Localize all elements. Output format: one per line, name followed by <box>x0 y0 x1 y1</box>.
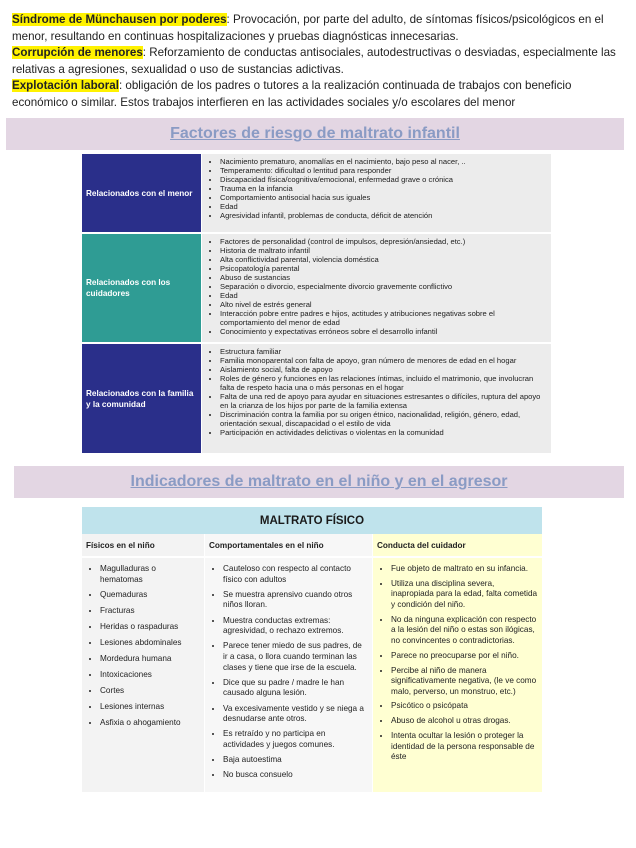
definition-text: obligación de los padres o tutores a la realización continuada de trabajos con beneficio económico o similar. Estos trabajos interfieren en las actividades sociales y/o escolares del menor <box>12 79 572 109</box>
list-item: • Familia monoparental con falta de apoyo, gran número de menores de edad en el hogar <box>220 356 547 365</box>
definition-explotacion <box>12 78 624 111</box>
risk-category: Relacionados con la familia y la comunidad <box>82 343 202 453</box>
risk-row-cuidadores <box>82 233 551 343</box>
list-item: • Edad <box>220 202 547 211</box>
indicators-title: Indicadores de maltrato en el niño y en el agresor <box>130 473 508 490</box>
list-item: • Percibe al niño de manera significativamente negativa, (le ve como malo, perverso, un monstruo, etc.) <box>391 666 538 698</box>
list-item: • Va excesivamente vestido y se niega a desnudarse ante otros. <box>223 704 368 725</box>
risk-item-list <box>206 347 547 437</box>
column-header: Conducta del cuidador <box>373 534 542 558</box>
list-item: • Dice que su padre / madre le han causado alguna lesión. <box>223 678 368 699</box>
list-item: • Muestra conductas extremas: agresividad, o rechazo extremos. <box>223 616 368 637</box>
risk-category: Relacionados con los cuidadores <box>82 233 202 343</box>
list-item: • No da ninguna explicación con respecto a la lesión del niño o estas son ilógicas, no convincentes o contradictorias. <box>391 615 538 647</box>
list-item: • Lesiones abdominales <box>100 638 200 649</box>
list-item: • Heridas o raspaduras <box>100 622 200 633</box>
list-item: • Temperamento: dificultad o lentitud para responder <box>220 166 547 175</box>
list-item: • Psicopatología parental <box>220 264 547 273</box>
list-item: • Agresividad infantil, problemas de conducta, déficit de atención <box>220 211 547 220</box>
indicator-list <box>209 564 368 781</box>
list-item: • Aislamiento social, falta de apoyo <box>220 365 547 374</box>
physical-abuse-table <box>82 507 542 792</box>
column-caregiver-behavior <box>372 534 542 792</box>
list-item: • Quemaduras <box>100 590 200 601</box>
definition-term: Síndrome de Münchausen por poderes <box>12 13 227 26</box>
list-item: • Abuso de alcohol u otras drogas. <box>391 716 538 727</box>
risk-row-menor <box>82 154 551 233</box>
list-item: • Factores de personalidad (control de impulsos, depresión/ansiedad, etc.) <box>220 237 547 246</box>
list-item: • Fracturas <box>100 606 200 617</box>
list-item: • Roles de género y funciones en las relaciones íntimas, incluido el matrimonio, que involucran falta de respeto hacia una o más personas en el hogar <box>220 374 547 392</box>
risk-category: Relacionados con el menor <box>82 154 202 233</box>
list-item: • Nacimiento prematuro, anomalías en el nacimiento, bajo peso al nacer, .. <box>220 157 547 166</box>
physical-abuse-columns <box>82 534 542 792</box>
list-item: • No busca consuelo <box>223 770 368 781</box>
list-item: • Baja autoestima <box>223 755 368 766</box>
list-item: • Abuso de sustancias <box>220 273 547 282</box>
list-item: • Fue objeto de maltrato en su infancia. <box>391 564 538 575</box>
list-item: • Magulladuras o hematomas <box>100 564 200 585</box>
list-item: • Intoxicaciones <box>100 670 200 681</box>
indicator-list <box>86 564 200 728</box>
list-item: • Utiliza una disciplina severa, inapropiada para la edad, falta cometida y condición del niño. <box>391 579 538 611</box>
column-header: Físicos en el niño <box>82 534 204 558</box>
definition-term: Explotación laboral <box>12 79 119 93</box>
list-item: • Lesiones internas <box>100 702 200 713</box>
list-item: • Parece tener miedo de sus padres, de ir a casa, o llora cuando terminan las clases y tiene que irse de la escuela. <box>223 641 368 673</box>
definition-term: Corrupción de menores <box>12 46 143 60</box>
definition-separator: : <box>118 79 126 93</box>
indicators-banner <box>14 466 624 498</box>
risk-factors-title: Factores de riesgo de maltrato infantil <box>170 125 460 142</box>
list-item: • Trauma en la infancia <box>220 184 547 193</box>
list-item: • Historia de maltrato infantil <box>220 246 547 255</box>
list-item: • Conocimiento y expectativas erróneos sobre el desarrollo infantil <box>220 327 547 336</box>
risk-factors-banner <box>6 118 624 150</box>
definition-corrupcion <box>12 45 624 78</box>
definition-separator: : <box>226 13 233 26</box>
list-item: • Cortes <box>100 686 200 697</box>
list-item: • Asfixia o ahogamiento <box>100 718 200 729</box>
list-item: • Separación o divorcio, especialmente divorcio gravemente conflictivo <box>220 282 547 291</box>
list-item: • Estructura familiar <box>220 347 547 356</box>
definition-text: Provocación, por parte del adulto, de síntomas físicos/psicológicos en el menor, resultando en continuas hospitalizaciones y pruebas diagnósticas innecesarias. <box>12 13 604 43</box>
column-physical-signs <box>82 534 204 792</box>
list-item: • Discriminación contra la familia por su origen étnico, nacionalidad, religión, género, edad, orientación sexual, discapacidad o el estilo de vida <box>220 410 547 428</box>
list-item: • Alta conflictividad parental, violencia doméstica <box>220 255 547 264</box>
column-header: Comportamentales en el niño <box>205 534 372 558</box>
risk-item-list <box>206 237 547 337</box>
risk-items <box>202 233 552 343</box>
definition-text: Reforzamiento de conductas antisociales, autodestructivas o desviadas, especialmente las relativas a agresiones, sexualidad o uso de sustancias adictivas. <box>12 46 616 76</box>
definition-munchausen <box>12 12 624 45</box>
list-item: • Se muestra aprensivo cuando otros niños lloran. <box>223 590 368 611</box>
risk-factors-table <box>82 154 551 453</box>
indicator-list <box>377 564 538 763</box>
list-item: • Interacción pobre entre padres e hijos, actitudes y atribuciones negativas sobre el comportamiento del menor de edad <box>220 309 547 327</box>
list-item: • Es retraído y no participa en actividades y juegos comunes. <box>223 729 368 750</box>
definition-separator: : <box>142 46 150 60</box>
list-item: • Edad <box>220 291 547 300</box>
list-item: • Discapacidad física/cognitiva/emocional, enfermedad grave o crónica <box>220 175 547 184</box>
list-item: • Comportamiento antisocial hacia sus iguales <box>220 193 547 202</box>
list-item: • Cauteloso con respecto al contacto físico con adultos <box>223 564 368 585</box>
list-item: • Falta de una red de apoyo para ayudar en situaciones estresantes o difíciles, ruptura del apoyo en la crianza de los hijos por parte de la familia extensa <box>220 392 547 410</box>
list-item: • Intenta ocultar la lesión o proteger la identidad de la persona responsable de éste <box>391 731 538 763</box>
risk-items <box>202 343 552 453</box>
risk-items <box>202 154 552 233</box>
risk-row-familia <box>82 343 551 453</box>
list-item: • Participación en actividades delictivas o violentas en la comunidad <box>220 428 547 437</box>
list-item: • Parece no preocuparse por el niño. <box>391 651 538 662</box>
list-item: • Psicótico o psicópata <box>391 701 538 712</box>
list-item: • Alto nivel de estrés general <box>220 300 547 309</box>
intro-definitions <box>12 12 624 112</box>
physical-abuse-title: MALTRATO FÍSICO <box>82 507 542 534</box>
list-item: • Mordedura humana <box>100 654 200 665</box>
risk-item-list <box>206 157 547 220</box>
column-behavioral-signs <box>204 534 372 792</box>
